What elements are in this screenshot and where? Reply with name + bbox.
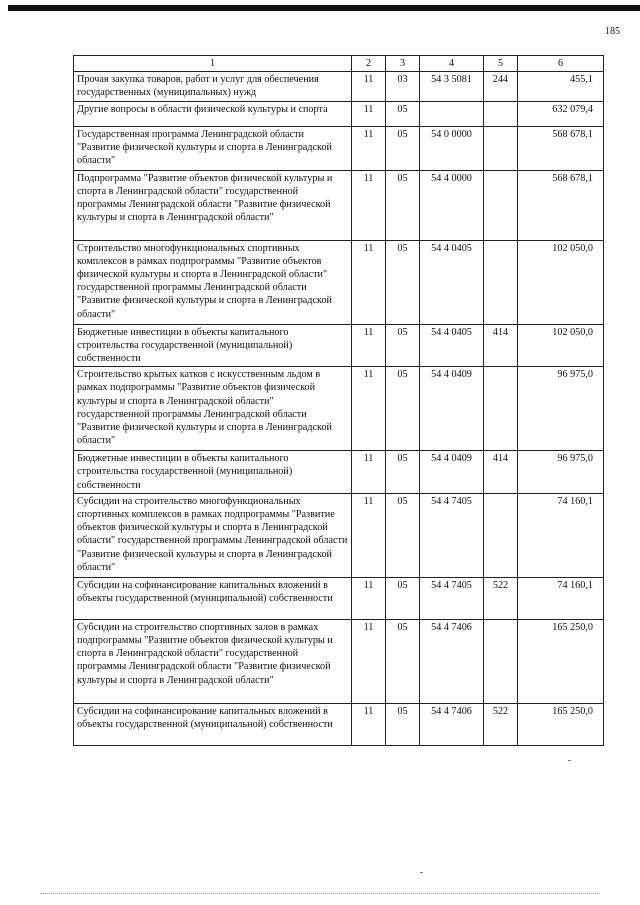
row-target-code: 54 3 5081 — [420, 72, 484, 101]
row-target-code: 54 4 0409 — [420, 451, 484, 494]
row-expense-type — [484, 240, 518, 324]
row-subsection: 05 — [386, 101, 420, 126]
row-subsection: 05 — [386, 170, 420, 240]
table-row — [74, 493, 604, 577]
row-name: Бюджетные инвестиции в объекты капитального строительства государственной (муниципальной) собственности — [74, 451, 352, 494]
row-subsection: 05 — [386, 619, 420, 703]
row-section: 11 — [352, 101, 386, 126]
row-target-code: 54 4 0409 — [420, 367, 484, 451]
row-amount: 568 678,1 — [518, 126, 604, 170]
table-row — [74, 170, 604, 240]
row-name: Другие вопросы в области физической культуры и спорта — [74, 101, 352, 126]
row-name: Субсидии на софинансирование капитальных вложений в объекты государственной (муниципальной) собственности — [74, 703, 352, 745]
row-expense-type: 414 — [484, 324, 518, 367]
row-amount: 74 160,1 — [518, 577, 604, 619]
table-row — [74, 324, 604, 367]
row-expense-type: 522 — [484, 577, 518, 619]
row-name: Подпрограмма "Развитие объектов физической культуры и спорта в Ленинградской области" государственной программы Ленинградской области "Развитие физической культуры и спорта в Ленинградской области" — [74, 170, 352, 240]
row-amount: 455,1 — [518, 72, 604, 101]
row-section: 11 — [352, 367, 386, 451]
row-expense-type — [484, 126, 518, 170]
row-subsection: 05 — [386, 493, 420, 577]
row-amount: 165 250,0 — [518, 619, 604, 703]
row-section: 11 — [352, 577, 386, 619]
table-row — [74, 577, 604, 619]
row-amount: 102 050,0 — [518, 324, 604, 367]
row-expense-type — [484, 101, 518, 126]
row-section: 11 — [352, 170, 386, 240]
row-target-code — [420, 101, 484, 126]
row-target-code: 54 4 7406 — [420, 703, 484, 745]
row-section: 11 — [352, 240, 386, 324]
row-target-code: 54 4 0000 — [420, 170, 484, 240]
header-col-4: 4 — [420, 56, 484, 72]
row-expense-type — [484, 493, 518, 577]
row-amount: 74 160,1 — [518, 493, 604, 577]
page-number: 185 — [605, 26, 620, 37]
row-subsection: 05 — [386, 703, 420, 745]
header-col-1: 1 — [74, 56, 352, 72]
row-subsection: 05 — [386, 451, 420, 494]
row-subsection: 05 — [386, 367, 420, 451]
row-name: Прочая закупка товаров, работ и услуг для обеспечения государственных (муниципальных) нужд — [74, 72, 352, 101]
row-amount: 568 678,1 — [518, 170, 604, 240]
row-subsection: 05 — [386, 577, 420, 619]
row-amount: 165 250,0 — [518, 703, 604, 745]
table-row — [74, 703, 604, 745]
table-row — [74, 367, 604, 451]
row-name: Субсидии на строительство спортивных залов в рамках подпрограммы "Развитие объектов физической культуры и спорта в Ленинградской области" государственной программы Ленинградской области "Развитие физической культуры и спорта в Ленинградской области" — [74, 619, 352, 703]
bottom-scan-edge — [40, 893, 600, 895]
row-amount: 102 050,0 — [518, 240, 604, 324]
row-section: 11 — [352, 72, 386, 101]
header-col-5: 5 — [484, 56, 518, 72]
table-row — [74, 240, 604, 324]
row-target-code: 54 4 0405 — [420, 324, 484, 367]
row-section: 11 — [352, 126, 386, 170]
row-expense-type — [484, 170, 518, 240]
row-section: 11 — [352, 451, 386, 494]
header-col-6: 6 — [518, 56, 604, 72]
row-target-code: 54 4 7405 — [420, 493, 484, 577]
row-amount: 96 975,0 — [518, 367, 604, 451]
row-target-code: 54 4 7405 — [420, 577, 484, 619]
row-subsection: 05 — [386, 240, 420, 324]
scan-speck — [420, 872, 423, 873]
row-subsection: 03 — [386, 72, 420, 101]
row-name: Строительство крытых катков с искусственным льдом в рамках подпрограммы "Развитие объектов физической культуры и спорта в Ленинградской области" государственной программы Ленинградской области "Развитие физической культуры и спорта в Ленинградской области" — [74, 367, 352, 451]
row-name: Строительство многофункциональных спортивных комплексов в рамках подпрограммы "Развитие объектов физической культуры и спорта в Ленинградской области" государственной программы Ленинградской области "Развитие физической культуры и спорта в Ленинградской области" — [74, 240, 352, 324]
row-expense-type: 522 — [484, 703, 518, 745]
row-name: Субсидии на софинансирование капитальных вложений в объекты государственной (муниципальной) собственности — [74, 577, 352, 619]
scan-speck — [568, 760, 571, 761]
table-row — [74, 619, 604, 703]
row-target-code: 54 4 0405 — [420, 240, 484, 324]
row-subsection: 05 — [386, 324, 420, 367]
row-name: Бюджетные инвестиции в объекты капитального строительства государственной (муниципальной) собственности — [74, 324, 352, 367]
row-expense-type — [484, 619, 518, 703]
row-section: 11 — [352, 324, 386, 367]
row-expense-type: 244 — [484, 72, 518, 101]
row-amount: 632 079,4 — [518, 101, 604, 126]
header-col-2: 2 — [352, 56, 386, 72]
row-target-code: 54 4 7406 — [420, 619, 484, 703]
row-section: 11 — [352, 619, 386, 703]
row-expense-type — [484, 367, 518, 451]
budget-table — [73, 55, 604, 746]
header-col-3: 3 — [386, 56, 420, 72]
row-name: Государственная программа Ленинградской области "Развитие физической культуры и спорта в Ленинградской области" — [74, 126, 352, 170]
table-row — [74, 126, 604, 170]
row-subsection: 05 — [386, 126, 420, 170]
row-target-code: 54 0 0000 — [420, 126, 484, 170]
table-row — [74, 101, 604, 126]
top-border-bar — [8, 5, 640, 11]
table-header-row — [74, 56, 604, 72]
row-name: Субсидии на строительство многофункциональных спортивных комплексов в рамках подпрограммы "Развитие объектов физической культуры и спорта в Ленинградской области" государственной программы Ленинградской области "Развитие физической культуры и спорта в Ленинградской области" — [74, 493, 352, 577]
table-row — [74, 451, 604, 494]
row-amount: 96 975,0 — [518, 451, 604, 494]
row-expense-type: 414 — [484, 451, 518, 494]
table-row — [74, 72, 604, 101]
row-section: 11 — [352, 703, 386, 745]
row-section: 11 — [352, 493, 386, 577]
